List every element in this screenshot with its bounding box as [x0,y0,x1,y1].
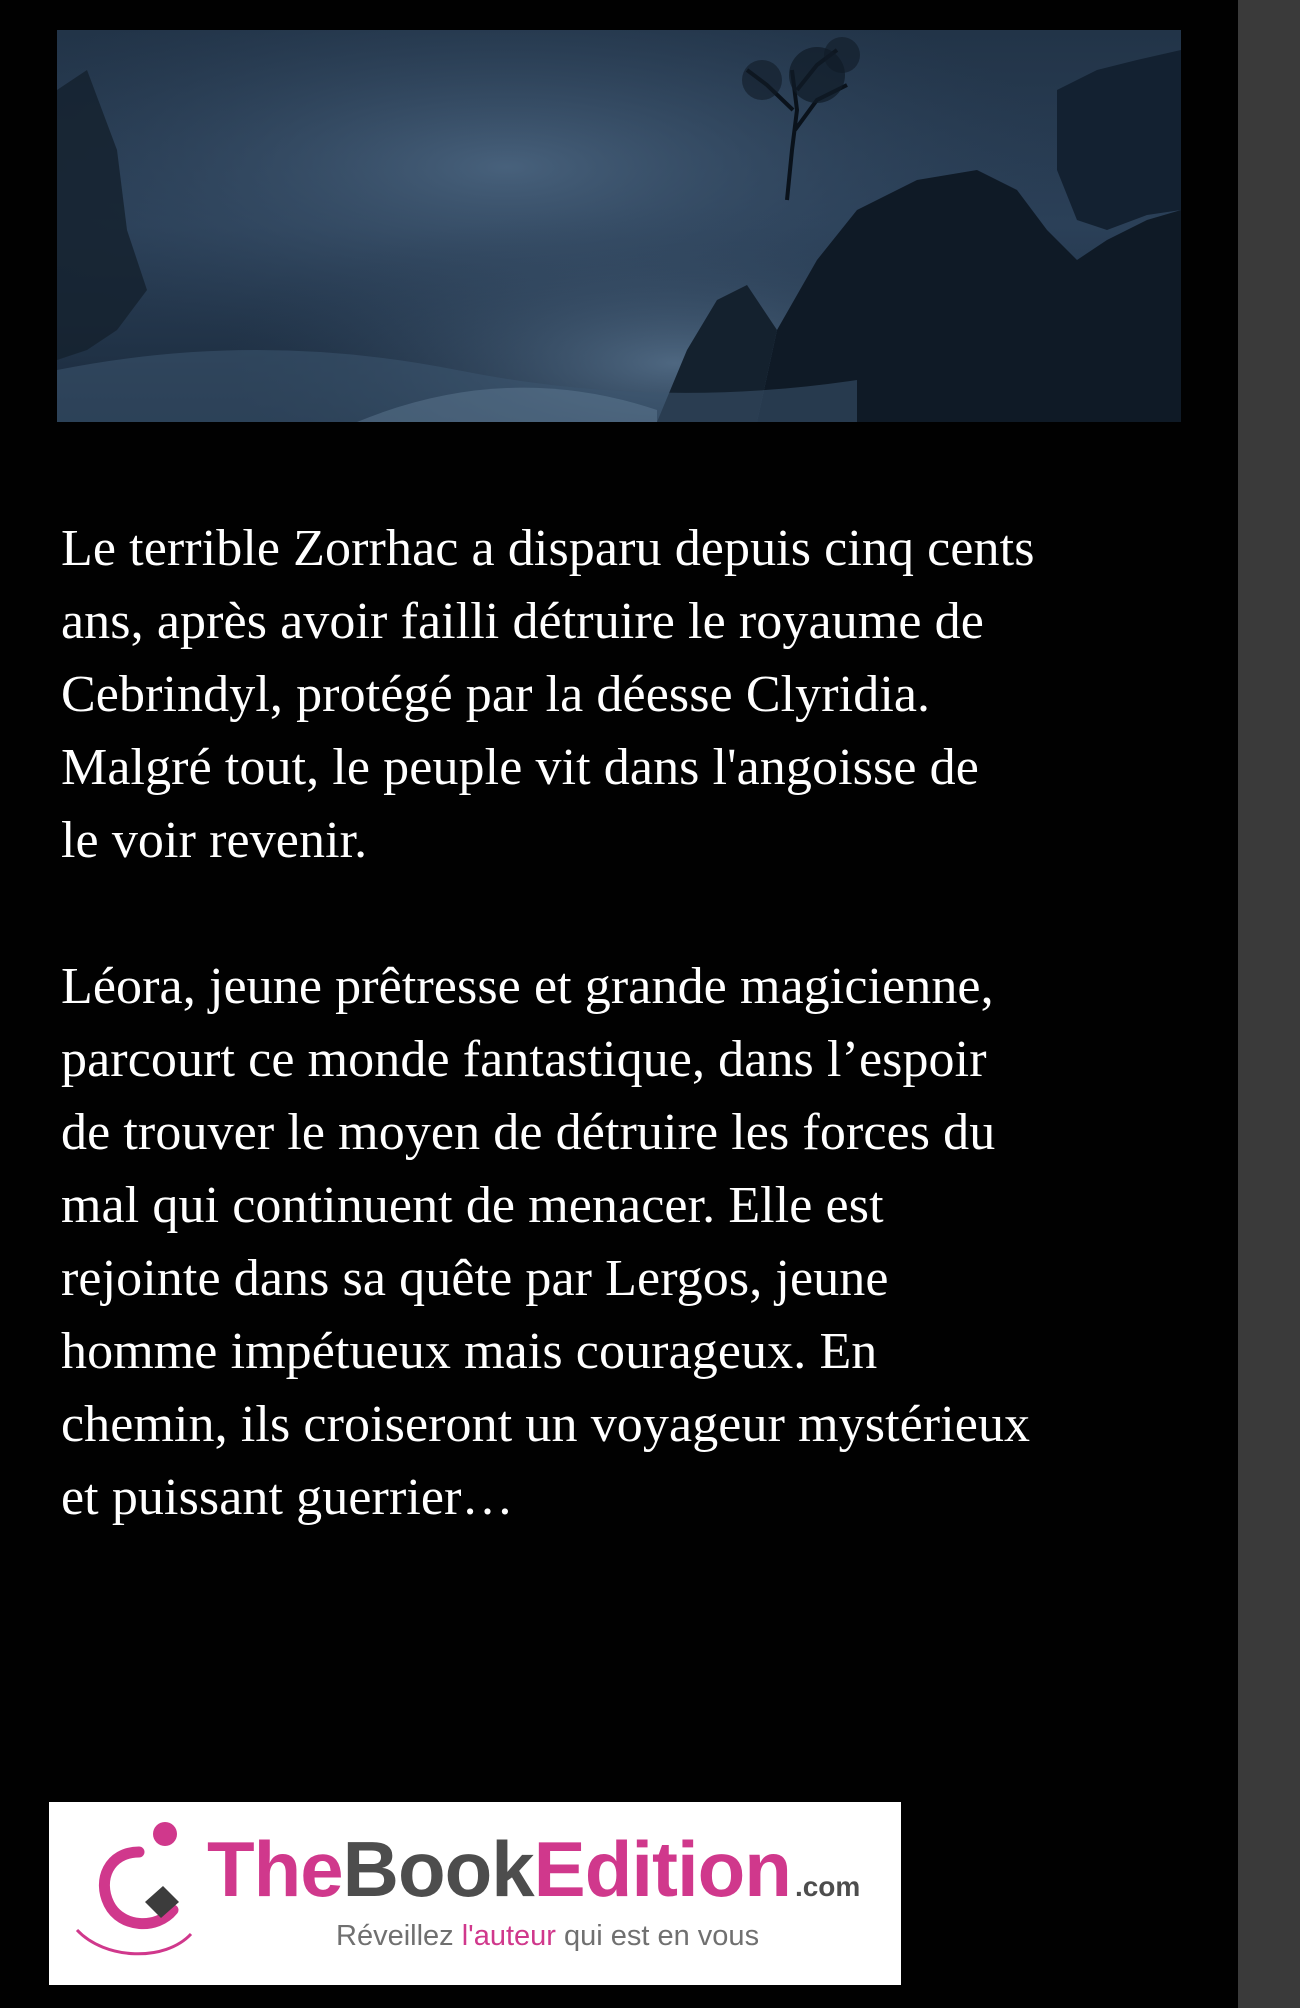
cover-illustration [57,30,1181,422]
reader-person-icon [69,1812,209,1977]
publisher-name-suffix: .com [794,1871,861,1902]
page-edge-strip [1238,0,1300,2008]
publisher-name-edition: Edition [533,1825,791,1913]
blurb-paragraph: Le terrible Zorrhac a disparu depuis cinq cents ans, après avoir failli détruire le royaume de Cebrindyl, protégé par la déesse Clyridia. Malgré tout, le peuple vit dans l'angoisse de le voir revenir. [61,520,1035,869]
publisher-name [207,1824,860,1932]
tagline-end: qui est en vous [555,1920,760,1952]
publisher-name-the: The [207,1825,343,1913]
tagline-accent: l'auteur [461,1920,556,1952]
tagline-start: Réveillez [336,1920,462,1952]
back-cover-blurb [61,512,1191,1534]
publisher-tagline [336,1920,759,1953]
blurb-paragraph: Léora, jeune prêtresse et grande magicienne, parcourt ce monde fantastique, dans l’espoir de trouver le moyen de détruire les forces du mal qui continuent de menacer. Elle est rejointe dans sa quête par Lergos, jeune homme impétueux mais courageux. En chemin, ils croiseront un voyageur mystérieux et puissant guerrier… [61,958,1031,1526]
publisher-name-book: Book [342,1825,534,1913]
publisher-logo [49,1802,901,1985]
